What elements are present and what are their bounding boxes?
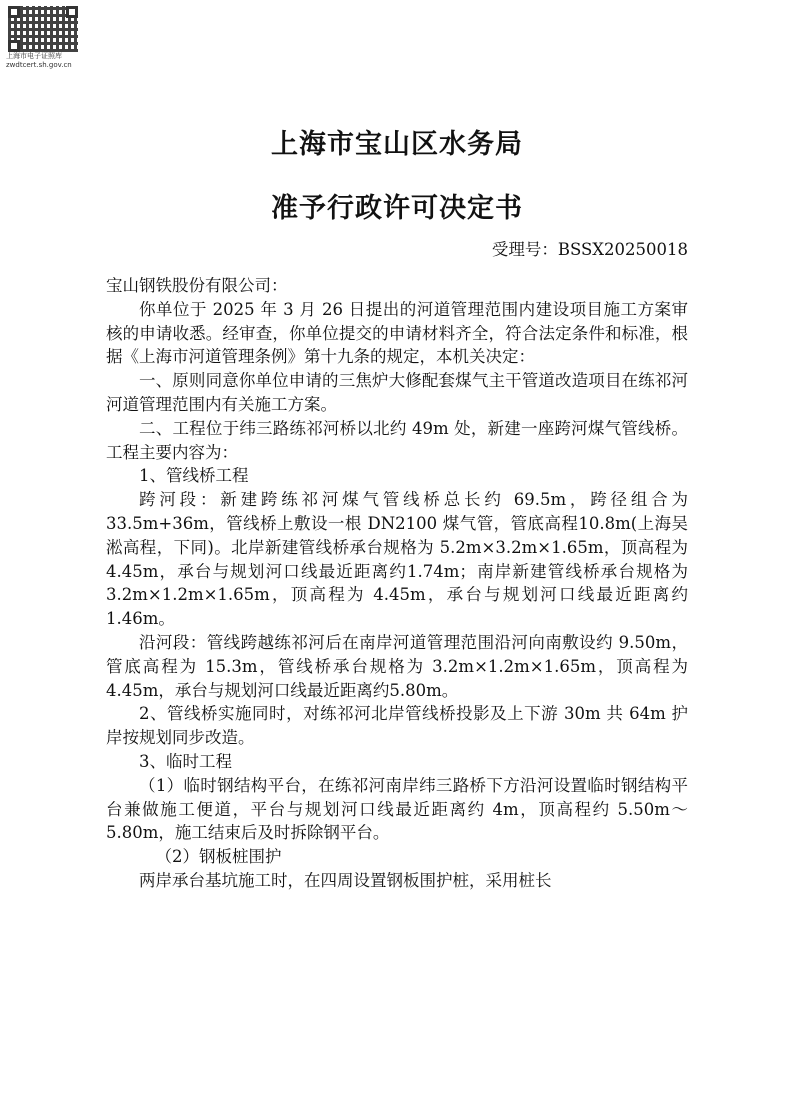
paragraph-steel-platform: （1）临时钢结构平台，在练祁河南岸纬三路桥下方沿河设置临时钢结构平台兼做施工便道，平台与规划河口线最近距离约 4m，顶高程约 5.50m～5.80m，施工结束后及时拆除钢平台。 — [106, 775, 688, 843]
paragraph-item-2: 二、工程位于纬三路练祁河桥以北约 49m 处，新建一座跨河煤气管线桥。工程主要内容为： — [106, 418, 688, 462]
qr-finder-top-right — [66, 6, 78, 18]
document-title: 准予行政许可决定书 — [271, 193, 523, 224]
section-heading-pipe-bridge: 1、管线桥工程 — [139, 466, 249, 486]
paragraph-item-1: 一、原则同意你单位申请的三焦炉大修配套煤气主干管道改造项目在练祁河河道管理范围内有关施工方案。 — [106, 371, 688, 414]
qr-caption-cn: 上海市电子证照库 — [6, 52, 62, 60]
paragraph-along-river: 沿河段：管线跨越练祁河后在南岸河道管理范围沿河向南敷设约 9.50m，管底高程为 15.3m，管线桥承台规格为 3.2m×1.2m×1.65m，顶高程为 4.45m，承台与规划河口线最近距离约5.80m。 — [106, 632, 688, 700]
qr-finder-top-left — [8, 6, 20, 18]
agency-title: 上海市宝山区水务局 — [271, 129, 523, 160]
qr-code — [8, 6, 78, 52]
section-heading-temporary: 3、临时工程 — [139, 751, 232, 771]
section-heading-sheet-pile: （2）钢板桩围护 — [155, 847, 282, 867]
paragraph-cross-river: 跨河段：新建跨练祁河煤气管线桥总长约 69.5m，跨径组合为 33.5m+36m，管线桥上敷设一根 DN2100 煤气管，管底高程10.8m(上海吴淞高程，下同)。北岸新建管线桥承台规格为 5.2m×3.2m×1.65m，顶高程为 4.45m，承台与规划河口线最近距离约1.74m；南岸新建管线桥承台规格为 3.2m×1.2m×1.65m，顶高程为 4.45m，承台与规划河口线最近距离约 1.46m。 — [106, 490, 688, 629]
reference-number: 受理号：BSSX20250018 — [491, 240, 688, 259]
paragraph-intro: 你单位于 2025 年 3 月 26 日提出的河道管理范围内建设项目施工方案审核的申请收悉。经审查，你单位提交的申请材料齐全，符合法定条件和标准，根据《上海市河道管理条例》第十九条的规定，本机关决定： — [106, 299, 688, 367]
addressee: 宝山钢铁股份有限公司： — [106, 276, 288, 295]
paragraph-sheet-pile: 两岸承台基坑施工时，在四周设置钢板围护桩，采用桩长 — [139, 870, 552, 890]
qr-finder-bottom-left — [8, 40, 20, 52]
paragraph-revetment: 2、管线桥实施同时，对练祁河北岸管线桥投影及上下游 30m 共 64m 护岸按规划同步改造。 — [106, 704, 688, 748]
qr-caption-url: zwdtcert.sh.gov.cn — [6, 61, 72, 69]
document-body — [106, 274, 688, 893]
